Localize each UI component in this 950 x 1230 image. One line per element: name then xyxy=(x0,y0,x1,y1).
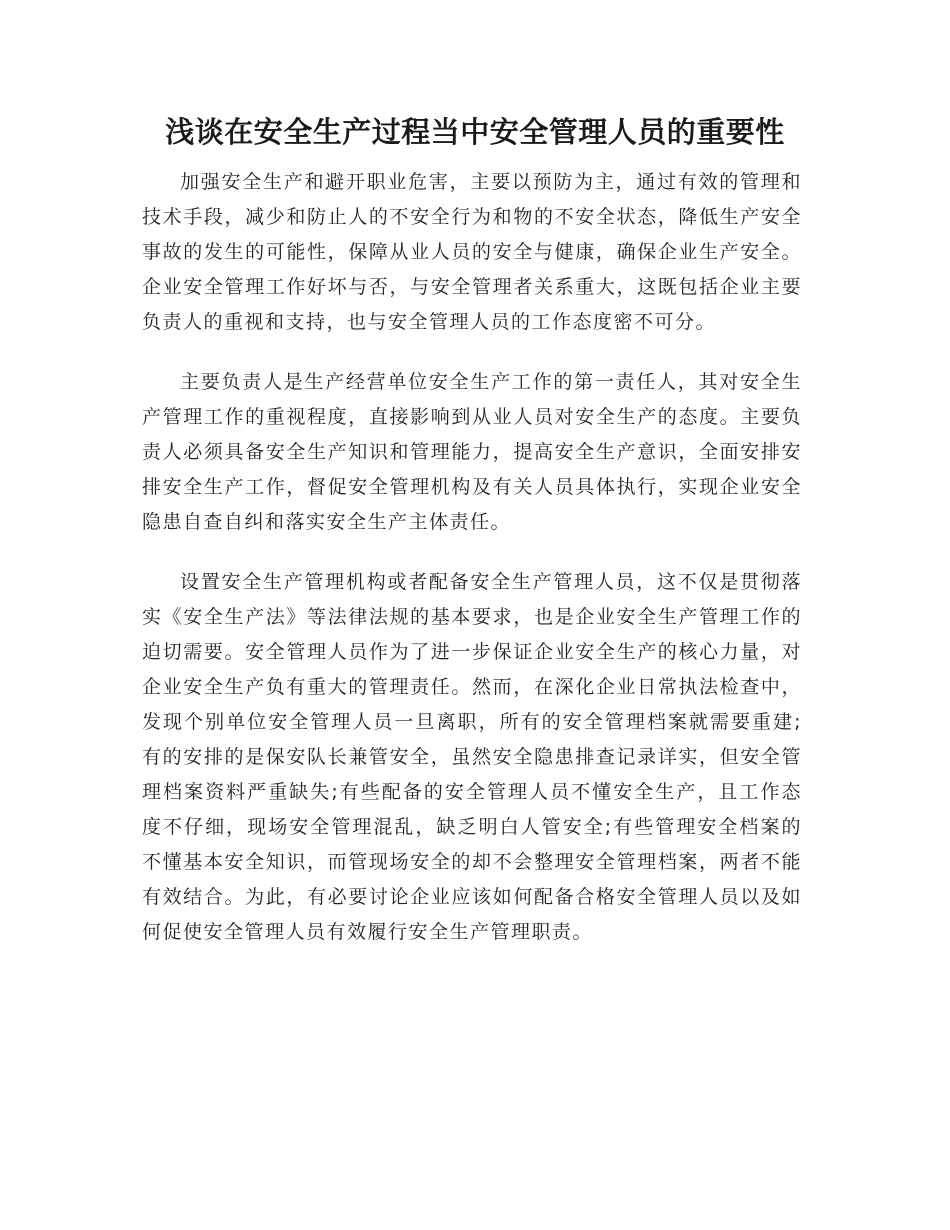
document-title: 浅谈在安全生产过程当中安全管理人员的重要性 xyxy=(165,115,785,149)
paragraph-3: 设置安全生产管理机构或者配备安全生产管理人员，这不仅是贯彻落实《安全生产法》等法律法规的基本要求，也是企业安全生产管理工作的迫切需要。安全管理人员作为了进一步保证企业安全生产的核心力量，对企业安全生产负有重大的管理责任。然而，在深化企业日常执法检查中，发现个别单位安全管理人员一旦离职，所有的安全管理档案就需要重建;有的安排的是保安队长兼管安全，虽然安全隐患排查记录详实，但安全管理档案资料严重缺失;有些配备的安全管理人员不懂安全生产，且工作态度不仔细，现场安全管理混乱，缺乏明白人管安全;有些管理安全档案的不懂基本安全知识，而管现场安全的却不会整理安全管理档案，两者不能有效结合。为此，有必要讨论企业应该如何配备合格安全管理人员以及如何促使安全管理人员有效履行安全生产管理职责。 xyxy=(142,571,802,943)
paragraph-1: 加强安全生产和避开职业危害，主要以预防为主，通过有效的管理和技术手段，减少和防止人的不安全行为和物的不安全状态，降低生产安全事故的发生的可能性，保障从业人员的安全与健康，确保企业生产安全。企业安全管理工作好坏与否，与安全管理者关系重大，这既包括企业主要负责人的重视和支持，也与安全管理人员的工作态度密不可分。 xyxy=(142,171,802,333)
document-body xyxy=(142,165,802,975)
paragraph-2: 主要负责人是生产经营单位安全生产工作的第一责任人，其对安全生产管理工作的重视程度，直接影响到从业人员对安全生产的态度。主要负责人必须具备安全生产知识和管理能力，提高安全生产意识，全面安排安排安全生产工作，督促安全管理机构及有关人员具体执行，实现企业安全隐患自查自纠和落实安全生产主体责任。 xyxy=(142,371,802,533)
